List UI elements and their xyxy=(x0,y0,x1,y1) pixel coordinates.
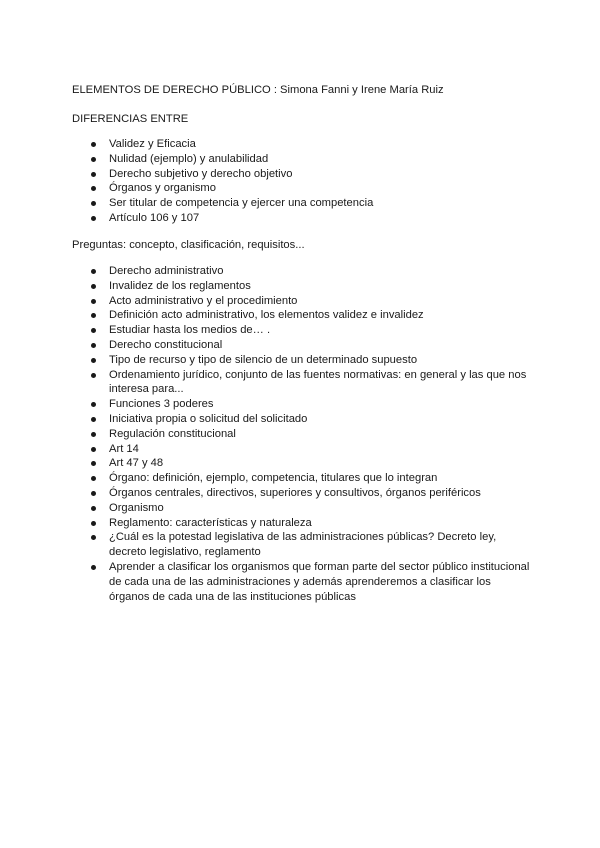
list-item: Definición acto administrativo, los elementos validez e invalidez xyxy=(72,308,532,323)
list-item: Reglamento: características y naturaleza xyxy=(72,516,532,531)
document-page xyxy=(72,83,532,603)
list-item: Órgano: definición, ejemplo, competencia, titulares que lo integran xyxy=(72,471,532,486)
list-item: ¿Cuál es la potestad legislativa de las administraciones públicas? Decreto ley, decreto legislativo, reglamento xyxy=(72,530,532,560)
list-item: Art 47 y 48 xyxy=(72,456,532,471)
list-item: Aprender a clasificar los organismos que forman parte del sector público institucional de cada una de las administraciones y además aprenderemos a clasificar los órganos de cada una de las instituciones públicas xyxy=(72,560,532,604)
list-item: Estudiar hasta los medios de… . xyxy=(72,323,532,338)
list-item: Iniciativa propia o solicitud del solicitado xyxy=(72,412,532,427)
differences-heading: DIFERENCIAS ENTRE xyxy=(72,113,189,125)
questions-list xyxy=(72,264,532,604)
list-item: Invalidez de los reglamentos xyxy=(72,279,532,294)
list-item: Tipo de recurso y tipo de silencio de un determinado supuesto xyxy=(72,353,532,368)
list-item: Artículo 106 y 107 xyxy=(72,211,532,226)
list-item: Art 14 xyxy=(72,442,532,457)
list-item: Ordenamiento jurídico, conjunto de las fuentes normativas: en general y las que nos interesa para... xyxy=(72,368,532,398)
list-item: Órganos centrales, directivos, superiores y consultivos, órganos periféricos xyxy=(72,486,532,501)
list-item: Funciones 3 poderes xyxy=(72,397,532,412)
list-item: Organismo xyxy=(72,501,532,516)
list-item: Validez y Eficacia xyxy=(72,137,532,152)
list-item: Nulidad (ejemplo) y anulabilidad xyxy=(72,152,532,167)
questions-heading: Preguntas: concepto, clasificación, requisitos... xyxy=(72,239,305,251)
list-item: Derecho constitucional xyxy=(72,338,532,353)
list-item: Acto administrativo y el procedimiento xyxy=(72,294,532,309)
list-item: Derecho administrativo xyxy=(72,264,532,279)
list-item: Regulación constitucional xyxy=(72,427,532,442)
list-item: Derecho subjetivo y derecho objetivo xyxy=(72,167,532,182)
document-title: ELEMENTOS DE DERECHO PÚBLICO : Simona Fanni y Irene María Ruiz xyxy=(72,84,444,96)
differences-list xyxy=(72,137,532,226)
list-item: Ser titular de competencia y ejercer una competencia xyxy=(72,196,532,211)
list-item: Órganos y organismo xyxy=(72,181,532,196)
